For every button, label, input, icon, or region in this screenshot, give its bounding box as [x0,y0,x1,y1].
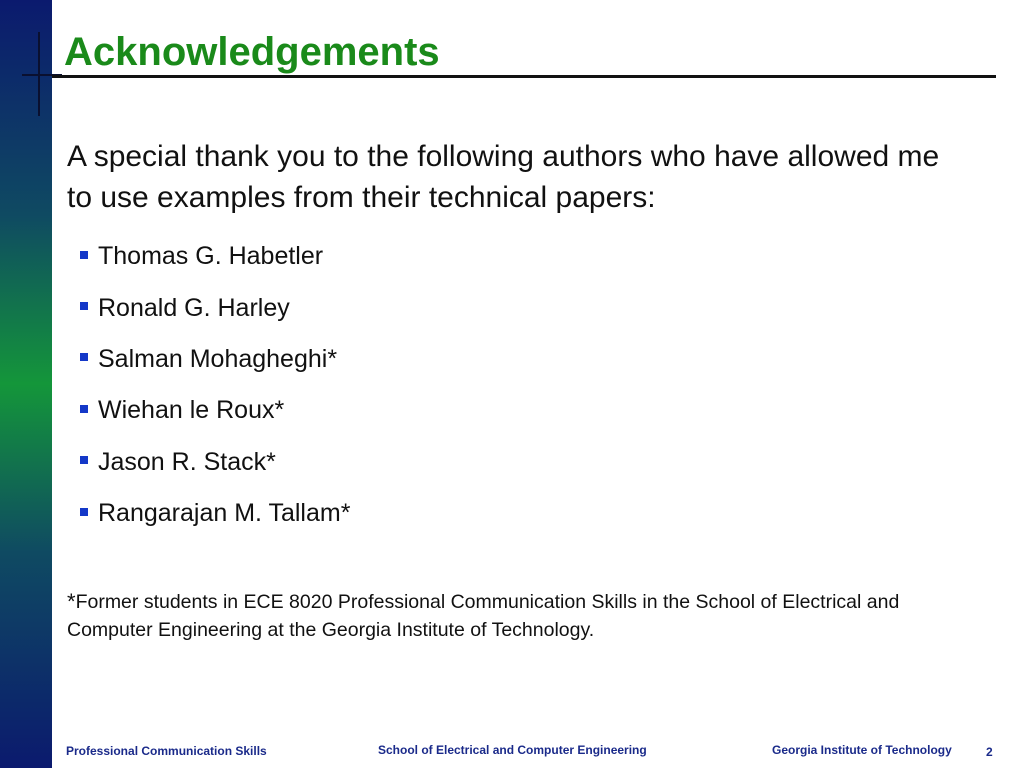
footnote-text: Former students in ECE 8020 Professional Communication Skills in the School of Electrical and Computer Engineering at the Georgia Institute of Technology. [67,591,900,641]
footnote [67,588,947,644]
author-list [80,231,350,539]
author-item [80,282,350,333]
footer-school: School of Electrical and Computer Engineering [378,743,647,757]
author-item [80,231,350,282]
page-number: 2 [986,745,993,759]
square-bullet-icon [80,508,88,516]
author-name: Rangarajan M. Tallam* [98,499,351,528]
author-item [80,334,350,385]
square-bullet-icon [80,251,88,259]
decorative-side-bar [0,0,52,768]
intro-text: A special thank you to the following authors who have allowed me to use examples from their technical papers: [67,140,940,214]
author-name: Ronald G. Harley [98,293,290,322]
author-item [80,385,350,436]
footer-course: Professional Communication Skills [66,744,267,758]
footer-institute: Georgia Institute of Technology [772,743,952,757]
author-name: Thomas G. Habetler [98,242,324,271]
author-item [80,488,350,539]
footnote-marker: * [67,589,76,614]
square-bullet-icon [80,456,88,464]
title-underline [52,75,996,78]
slide-title: Acknowledgements [64,30,440,74]
square-bullet-icon [80,353,88,361]
square-bullet-icon [80,302,88,310]
author-name: Jason R. Stack* [98,447,276,476]
author-name: Wiehan le Roux* [98,396,285,425]
square-bullet-icon [80,405,88,413]
author-item [80,437,350,488]
author-name: Salman Mohagheghi* [98,344,338,373]
